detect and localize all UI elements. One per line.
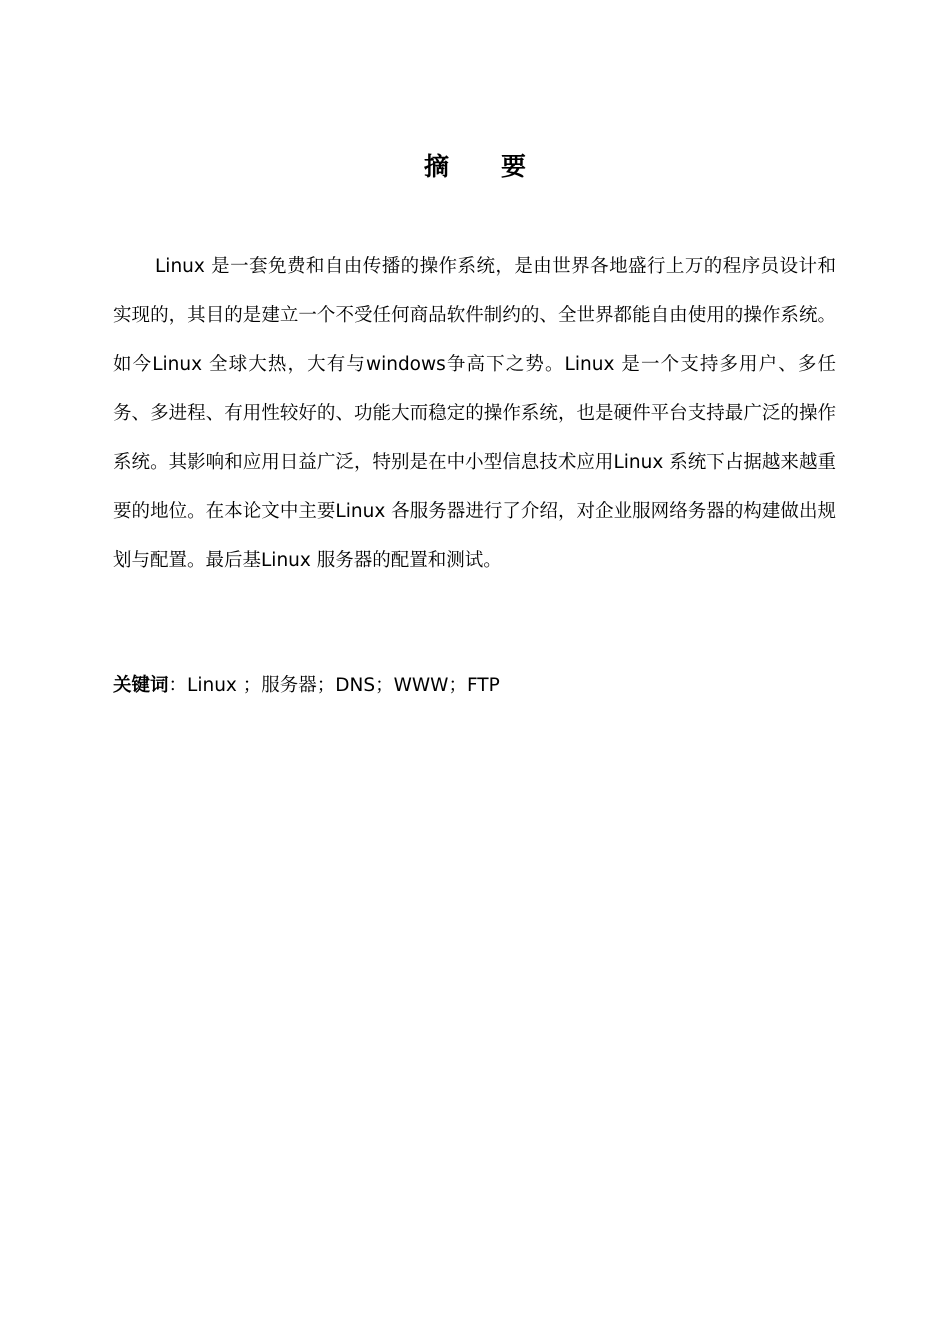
abstract-title: [0, 150, 950, 184]
title-char-1: 摘: [423, 152, 449, 181]
keywords-text: ：Linux ；服务器；DNS；WWW；FTP: [168, 675, 500, 696]
abstract-body: Linux 是一套免费和自由传播的操作系统，是由世界各地盛行上万的程序员设计和实现的，其目的是建立一个不受任何商品软件制约的、全世界都能自由使用的操作系统。如今Linux 全球大热，大有与windows争高下之势。Linux 是一个支持多用户、多任务、多进程、有用性较好的、功能大而稳定的操作系统，也是硬件平台支持最广泛的操作系统。其影响和应用日益广泛，特别是在中小型信息技术应用Linux 系统下占据越来越重要的地位。在本论文中主要Linux 各服务器进行了介绍，对企业服网络务器的构建做出规划与配置。最后基Linux 服务器的配置和测试。: [113, 256, 836, 571]
keywords-line: [113, 672, 836, 700]
title-char-2: 要: [501, 152, 527, 181]
keywords-label: 关键词: [113, 675, 169, 696]
